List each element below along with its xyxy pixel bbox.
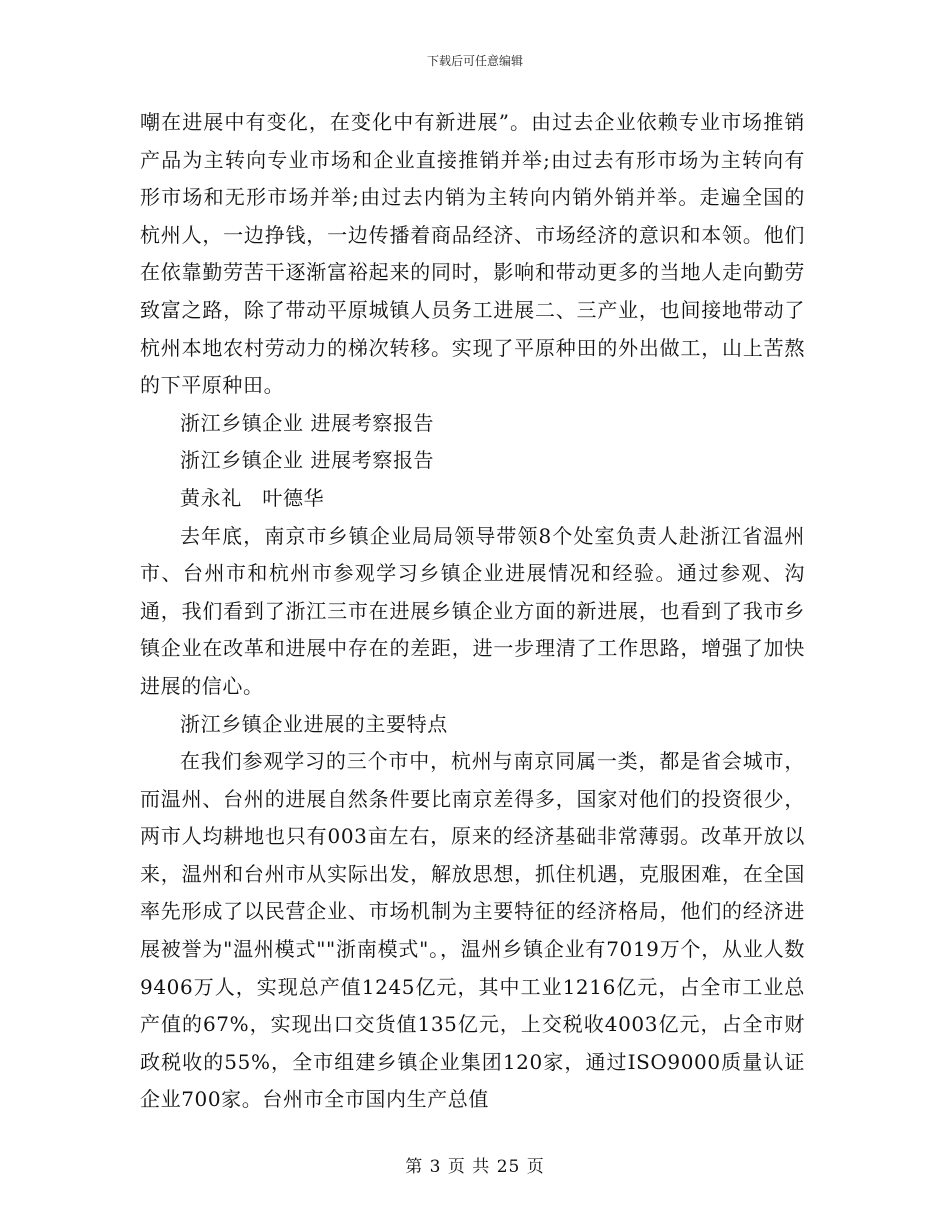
page-header: 下载后可任意编辑 <box>426 54 523 68</box>
paragraph-intro: 去年底，南京市乡镇企业局局领导带领8个处室负责人赴浙江省温州市、台州市和杭州市参观学习乡镇企业进展情况和经验。通过参观、沟通，我们看到了浙江三市在进展乡镇企业方面的新进展，也看到了我市乡镇企业在改革和进展中存在的差距，进一步理清了工作思路，增强了加快进展的信心。 <box>140 523 805 698</box>
section-heading: 浙江乡镇企业进展的主要特点 <box>180 711 448 736</box>
paragraph-continuation: 嘲在进展中有变化，在变化中有新进展”。由过去企业依赖专业市场推销产品为主转向专业市场和企业直接推销并举;由过去有形市场为主转向有形市场和无形市场并举;由过去内销为主转向内销外销并举。走遍全国的杭州人，一边挣钱，一边传播着商品经济、市场经济的意识和本领。他们在依靠勤劳苦干逐渐富裕起来的同时，影响和带动更多的当地人走向勤劳致富之路，除了带动平原城镇人员务工进展二、三产业，也间接地带动了杭州本地农村劳动力的梯次转移。实现了平原种田的外出做工，山上苦熬的下平原种田。 <box>140 110 805 398</box>
footer-suffix: 页 <box>526 1157 545 1177</box>
report-title-repeat: 浙江乡镇企业 进展考察报告 <box>180 448 435 473</box>
footer-page-number: 3 <box>429 1157 442 1177</box>
footer-total-pages: 25 <box>496 1157 521 1177</box>
footer-mid: 页 共 <box>447 1157 491 1177</box>
report-authors: 黄永礼 叶德华 <box>180 485 325 510</box>
footer-prefix: 第 <box>405 1157 424 1177</box>
page-footer <box>0 1152 950 1177</box>
document-body <box>140 104 805 1119</box>
report-title: 浙江乡镇企业 进展考察报告 <box>180 410 435 435</box>
paragraph-features: 在我们参观学习的三个市中，杭州与南京同属一类，都是省会城市，而温州、台州的进展自然条件要比南京差得多，国家对他们的投资很少，两市人均耕地也只有003亩左右，原来的经济基础非常薄弱。改革开放以来，温州和台州市从实际出发，解放思想，抓住机遇，克服困难，在全国率先形成了以民营企业、市场机制为主要特征的经济格局，他们的经济进展被誉为"温州模式""浙南模式"。，温州乡镇企业有7019万个，从业人数9406万人，实现总产值1245亿元，其中工业1216亿元，占全市工业总产值的67%，实现出口交货值135亿元，上交税收4003亿元，占全市财政税收的55%，全市组建乡镇企业集团120家，通过ISO9000质量认证企业700家。台州市全市国内生产总值 <box>140 749 805 1112</box>
